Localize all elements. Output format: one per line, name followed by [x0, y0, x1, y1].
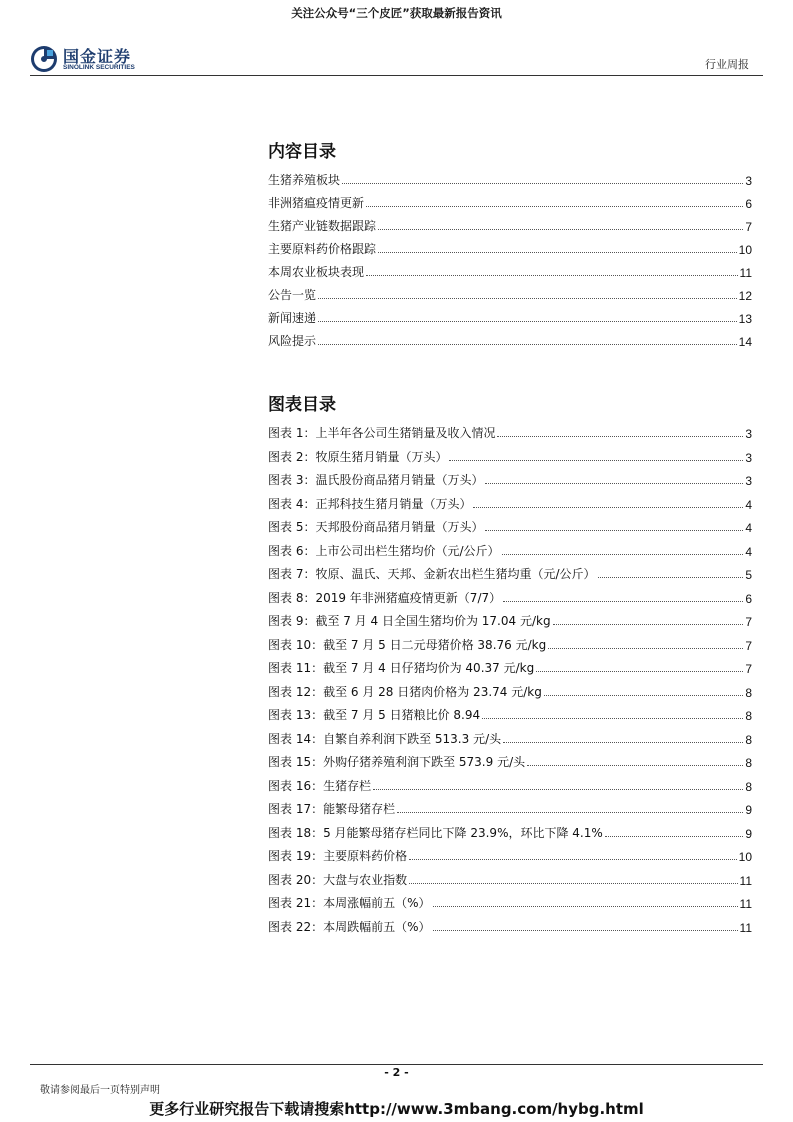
toc-entry-page: 10 [738, 243, 752, 257]
leader-dots [527, 765, 743, 766]
figure-entry-page: 3 [745, 450, 752, 465]
report-type-label: 行业周报 [705, 58, 749, 71]
figure-entry[interactable] [268, 423, 752, 441]
toc-entry-page: 3 [745, 174, 752, 188]
figure-entry-title: 图表 3：温氏股份商品猪月销量（万头） [268, 473, 484, 487]
figure-entry-title: 图表 17：能繁母猪存栏 [268, 802, 396, 816]
figure-entry-title: 图表 13：截至 7 月 5 日猪粮比价 8.94 [268, 708, 481, 722]
figure-entry-page: 3 [745, 427, 752, 441]
figure-entry-page: 8 [745, 756, 752, 770]
company-logo [30, 44, 200, 74]
figure-entry[interactable] [268, 447, 752, 465]
figure-entry-title: 图表 5：天邦股份商品猪月销量（万头） [268, 520, 484, 534]
figure-entry-page: 7 [745, 662, 752, 676]
toc-entry-page: 7 [745, 220, 752, 234]
figure-entry-page: 6 [745, 591, 752, 606]
figure-entry[interactable] [268, 776, 752, 794]
figure-entry-title: 图表 22：本周跌幅前五（%） [268, 919, 431, 934]
toc-entry-page: 14 [738, 335, 752, 349]
figure-entry-page: 4 [745, 544, 752, 559]
leader-dots [366, 275, 738, 276]
toc-entry[interactable] [268, 193, 752, 211]
leader-dots [449, 460, 743, 461]
figure-entry-title: 图表 7：牧原、温氏、天邦、金新农出栏生猪均重（元/公斤） [268, 567, 596, 581]
toc-entry[interactable] [268, 262, 752, 280]
leader-dots [433, 906, 738, 907]
header-divider [30, 75, 763, 76]
figure-entry-title: 图表 8：2019 年非洲猪瘟疫情更新（7/7） [268, 590, 502, 605]
figure-entry-page: 4 [745, 521, 752, 535]
figure-entry-page: 8 [745, 732, 752, 747]
promo-banner-bottom: 更多行业研究报告下载请搜索http://www.3mbang.com/hybg.html [149, 1100, 644, 1118]
figure-entry[interactable] [268, 635, 752, 653]
leader-dots [318, 321, 737, 322]
leader-dots [605, 836, 744, 837]
footer-divider [30, 1064, 763, 1065]
figure-entry-title: 图表 19：主要原料药价格 [268, 849, 408, 863]
leader-dots [409, 859, 737, 860]
figure-entry-page: 11 [739, 873, 752, 888]
leader-dots [553, 624, 744, 625]
toc-entry-title: 风险提示 [268, 334, 317, 348]
figure-entry-page: 5 [745, 568, 752, 582]
contents-heading: 内容目录 [268, 142, 336, 162]
leader-dots [598, 577, 744, 578]
figure-entry-title: 图表 4：正邦科技生猪月销量（万头） [268, 496, 472, 511]
figure-entry-title: 图表 18：5 月能繁母猪存栏同比下降 23.9%，环比下降 4.1% [268, 825, 603, 840]
toc-entry[interactable] [268, 285, 752, 303]
figure-entry[interactable] [268, 893, 752, 911]
figure-entry-title: 图表 14：自繁自养利润下跌至 513.3 元/头 [268, 731, 502, 746]
toc-entry[interactable] [268, 170, 752, 188]
figure-entry-page: 11 [739, 897, 752, 911]
leader-dots [409, 883, 737, 884]
figure-entry-page: 8 [745, 685, 752, 700]
figure-entry-page: 8 [745, 779, 752, 794]
logo-text-cn: 国金证券 [63, 47, 132, 66]
figure-entry-title: 图表 10：截至 7 月 5 日二元母猪价格 38.76 元/kg [268, 637, 547, 652]
figure-entry-title: 图表 15：外购仔猪养殖利润下跌至 573.9 元/头 [268, 755, 526, 769]
figure-entry[interactable] [268, 564, 752, 582]
toc-entry-page: 6 [745, 197, 752, 211]
figure-entry-page: 7 [745, 615, 752, 629]
toc-entry-page: 13 [738, 312, 752, 326]
toc-entry[interactable] [268, 308, 752, 326]
leader-dots [482, 718, 743, 719]
leader-dots [366, 206, 743, 207]
leader-dots [503, 601, 743, 602]
figure-entry[interactable] [268, 517, 752, 535]
figure-entry-title: 图表 16：生猪存栏 [268, 778, 372, 793]
leader-dots [342, 183, 743, 184]
leader-dots [497, 436, 743, 437]
toc-entry[interactable] [268, 239, 752, 257]
figure-entry-title: 图表 11：截至 7 月 4 日仔猪均价为 40.37 元/kg [268, 661, 535, 675]
leader-dots [503, 742, 743, 743]
figure-entry[interactable] [268, 823, 752, 841]
leader-dots [544, 695, 743, 696]
toc-entry-title: 公告一览 [268, 288, 317, 302]
figure-entry-title: 图表 20：大盘与农业指数 [268, 872, 408, 887]
promo-banner-top: 关注公众号“三个皮匠”获取最新报告资讯 [291, 6, 502, 20]
toc-entry-page: 11 [739, 266, 752, 280]
figure-entry[interactable] [268, 494, 752, 512]
figure-entry-title: 图表 9：截至 7 月 4 日全国生猪均价为 17.04 元/kg [268, 614, 551, 628]
toc-entry[interactable] [268, 216, 752, 234]
toc-entry-title: 非洲猪瘟疫情更新 [268, 196, 365, 210]
figure-entry-page: 3 [745, 474, 752, 488]
leader-dots [318, 344, 737, 345]
figure-entry[interactable] [268, 705, 752, 723]
figure-entry-page: 4 [745, 497, 752, 512]
figure-entry[interactable] [268, 658, 752, 676]
sinolink-logo-icon [30, 45, 58, 73]
figure-entry[interactable] [268, 870, 752, 888]
figure-entry[interactable] [268, 682, 752, 700]
figure-entry[interactable] [268, 541, 752, 559]
toc-entry-title: 主要原料药价格跟踪 [268, 242, 377, 256]
leader-dots [397, 812, 743, 813]
figure-entry[interactable] [268, 799, 752, 817]
leader-dots [433, 930, 738, 931]
toc-entry-title: 新闻速递 [268, 311, 317, 325]
figure-entry-title: 图表 12：截至 6 月 28 日猪肉价格为 23.74 元/kg [268, 684, 542, 699]
logo-text-en: SINOLINK SECURITIES [63, 64, 135, 71]
figure-entry-page: 7 [745, 638, 752, 653]
figure-entry-title: 图表 1：上半年各公司生猪销量及收入情况 [268, 426, 496, 440]
figure-entry-title: 图表 21：本周涨幅前五（%） [268, 896, 431, 910]
figure-entry[interactable] [268, 588, 752, 606]
figure-entry-page: 9 [745, 826, 752, 841]
toc-entry[interactable] [268, 331, 752, 349]
figure-entry-page: 10 [738, 850, 752, 864]
figure-entry-title: 图表 2：牧原生猪月销量（万头） [268, 449, 448, 464]
leader-dots [485, 530, 743, 531]
leader-dots [373, 789, 743, 790]
disclaimer-note: 敬请参阅最后一页特别声明 [40, 1085, 160, 1096]
figure-entry-page: 8 [745, 709, 752, 723]
leader-dots [536, 671, 743, 672]
leader-dots [378, 252, 737, 253]
leader-dots [502, 554, 744, 555]
figure-entry[interactable] [268, 917, 752, 935]
figure-entry[interactable] [268, 729, 752, 747]
leader-dots [485, 483, 743, 484]
figure-entry-page: 11 [739, 920, 752, 935]
figure-entry[interactable] [268, 752, 752, 770]
leader-dots [548, 648, 743, 649]
leader-dots [473, 507, 743, 508]
figures-heading: 图表目录 [268, 395, 336, 415]
page-number: - 2 - [384, 1066, 409, 1079]
toc-entry-page: 12 [738, 289, 752, 303]
figure-entry-title: 图表 6：上市公司出栏生猪均价（元/公斤） [268, 543, 500, 558]
toc-entry-title: 生猪养殖板块 [268, 173, 341, 187]
figure-entry[interactable] [268, 611, 752, 629]
figure-entry[interactable] [268, 846, 752, 864]
figure-entry-page: 9 [745, 803, 752, 817]
toc-entry-title: 本周农业板块表现 [268, 265, 365, 279]
toc-entry-title: 生猪产业链数据跟踪 [268, 219, 377, 233]
figure-entry[interactable] [268, 470, 752, 488]
leader-dots [378, 229, 743, 230]
leader-dots [318, 298, 737, 299]
